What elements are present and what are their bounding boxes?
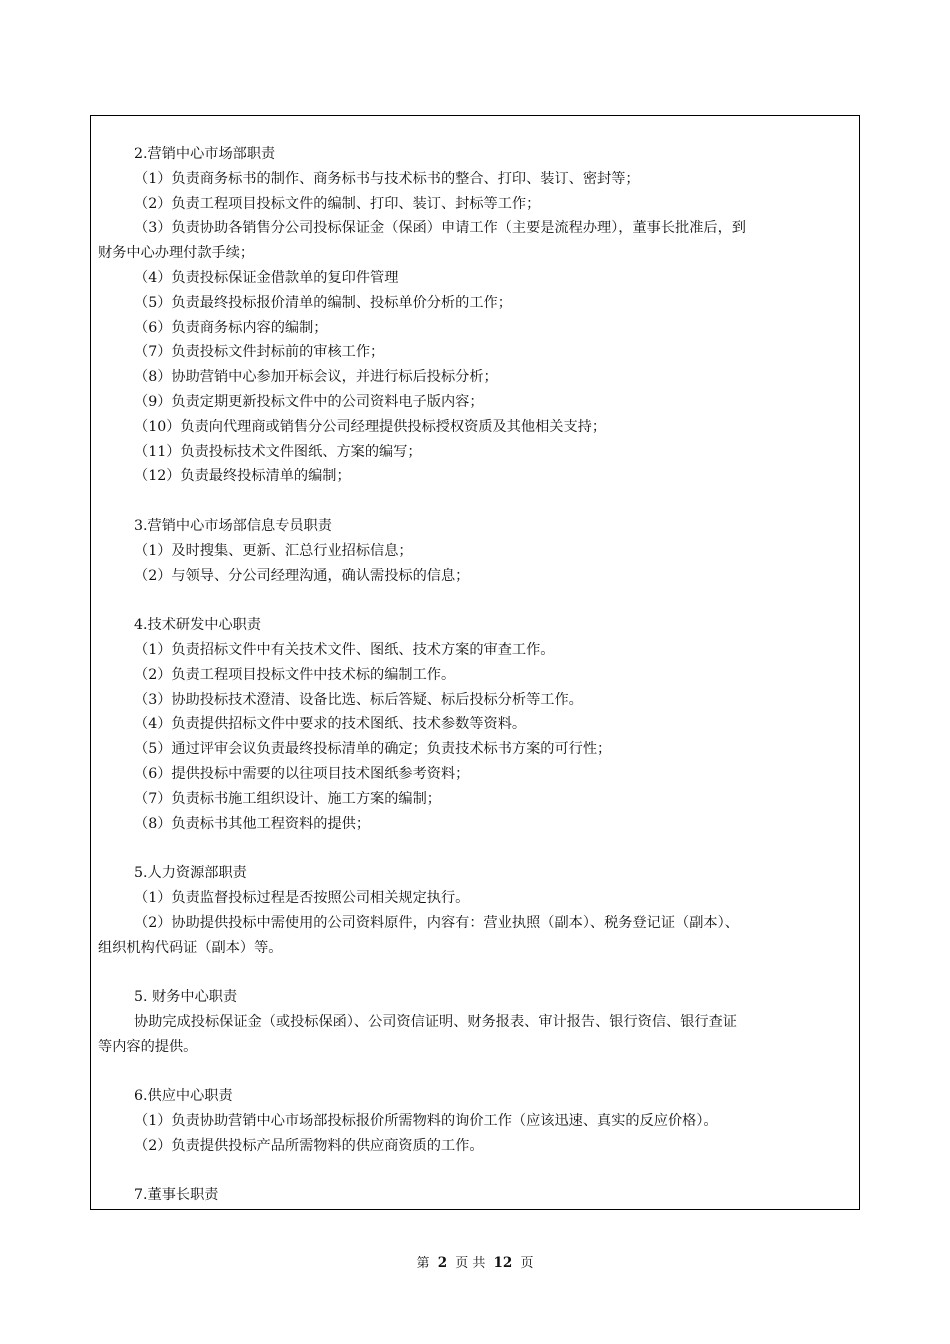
footer-prefix: 第	[416, 1256, 430, 1271]
total-page-count: 12	[493, 1255, 513, 1271]
paragraph-line: 协助完成投标保证金（或投标保函）、公司资信证明、财务报表、审计报告、银行资信、银行查证	[134, 1013, 737, 1030]
section-heading: 5.人力资源部职责	[134, 865, 247, 882]
spacer	[98, 588, 853, 613]
list-item: （12）负责最终投标清单的编制；	[134, 468, 351, 485]
footer-middle: 页 共	[455, 1256, 486, 1271]
list-item: （1）负责商务标书的制作、商务标书与技术标书的整合、打印、装订、密封等；	[134, 170, 640, 187]
spacer	[98, 1059, 853, 1084]
list-item: （11）负责投标技术文件图纸、方案的编写；	[134, 443, 422, 460]
current-page-number: 2	[437, 1255, 448, 1271]
page-footer	[0, 1252, 950, 1271]
spacer	[98, 1159, 853, 1184]
paragraph-continuation: 等内容的提供。	[98, 1038, 198, 1055]
list-item: （1）负责招标文件中有关技术文件、图纸、技术方案的审查工作。	[134, 641, 555, 658]
section-heading: 2.营销中心市场部职责	[134, 146, 276, 162]
section-heading: 5. 财务中心职责	[134, 989, 238, 1006]
list-item: （8）负责标书其他工程资料的提供；	[134, 815, 371, 832]
list-item: （2）负责工程项目投标文件的编制、打印、装订、封标等工作；	[134, 195, 541, 212]
section-heading: 3.营销中心市场部信息专员职责	[134, 517, 332, 534]
spacer	[98, 960, 853, 985]
list-item: （5）负责最终投标报价清单的编制、投标单价分析的工作；	[134, 294, 512, 311]
list-item: （2）协助提供投标中需使用的公司资料原件，内容有：营业执照（副本）、税务登记证（副本）、	[134, 914, 739, 931]
list-item: （9）负责定期更新投标文件中的公司资料电子版内容；	[134, 393, 484, 410]
list-item: （8）协助营销中心参加开标会议，并进行标后投标分析；	[134, 369, 498, 386]
section-heading: 6.供应中心职责	[134, 1088, 233, 1105]
list-item: （3）协助投标技术澄清、设备比选、标后答疑、标后投标分析等工作。	[134, 691, 583, 708]
list-item: （2）负责提供投标产品所需物料的供应商资质的工作。	[134, 1137, 484, 1154]
list-item: （2）与领导、分公司经理沟通，确认需投标的信息；	[134, 567, 470, 584]
list-item: （6）负责商务标内容的编制；	[134, 319, 328, 336]
list-item-continuation: 财务中心办理付款手续；	[98, 245, 255, 262]
list-item: （1）负责监督投标过程是否按照公司相关规定执行。	[134, 889, 470, 906]
footer-suffix: 页	[520, 1256, 534, 1271]
list-item: （1）及时搜集、更新、汇总行业招标信息；	[134, 542, 413, 559]
list-item: （2）负责工程项目投标文件中技术标的编制工作。	[134, 666, 456, 683]
section-heading: 7.董事长职责	[134, 1187, 219, 1204]
spacer	[98, 836, 853, 861]
list-item: （7）负责投标文件封标前的审核工作；	[134, 344, 385, 361]
list-item: （1）负责协助营销中心市场部投标报价所需物料的询价工作（应该迅速、真实的反应价格）。	[134, 1113, 718, 1130]
list-item: （6）提供投标中需要的以往项目技术图纸参考资料；	[134, 765, 470, 782]
list-item: （3）负责协助各销售分公司投标保证金（保函）申请工作（主要是流程办理），董事长批准后，到	[134, 220, 746, 237]
list-item: （4）负责提供招标文件中要求的技术图纸、技术参数等资料。	[134, 716, 527, 733]
list-item: （7）负责标书施工组织设计、施工方案的编制；	[134, 790, 441, 807]
list-item: （10）负责向代理商或销售分公司经理提供投标授权资质及其他相关支持；	[134, 418, 607, 435]
section-heading: 4.技术研发中心职责	[134, 617, 262, 634]
list-item: （5）通过评审会议负责最终投标清单的确定；负责技术标书方案的可行性；	[134, 741, 612, 758]
list-item: （4）负责投标保证金借款单的复印件管理	[134, 269, 399, 286]
spacer	[98, 489, 853, 514]
list-item-continuation: 组织机构代码证（副本）等。	[98, 939, 283, 956]
document-body	[98, 142, 853, 1208]
